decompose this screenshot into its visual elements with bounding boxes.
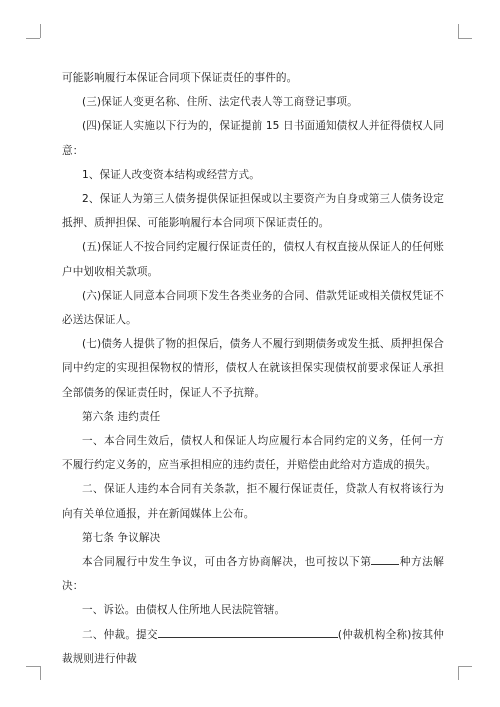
clause-3: (三)保证人变更名称、住所、法定代表人等工商登记事项。 (82, 96, 358, 109)
article-7-intro-text: 本合同履行中发生争议，可由各方协商解决，也可按以下第 (82, 556, 372, 569)
article-7-option-1: 一、诉讼。由债权人住所地人民法院管辖。 (82, 604, 286, 617)
clause-4-item-1: 1、保证人改变资本结构或经营方式。 (82, 168, 260, 181)
clause-6: (六)保证人同意本合同项下发生各类业务的合同、借款凭证或相关债权凭证不必送达保证人。 (62, 289, 444, 327)
article-6-item-1: 一、本合同生效后，债权人和保证人均应履行本合同约定的义务，任何一方不履行约定义务的，应当承担相应的违约责任，并赔偿由此给对方造成的损失。 (62, 435, 444, 472)
clause-7: (七)债务人提供了物的担保后，债务人不履行到期债务或发生抵、质押担保合同中约定的实现担保物权的情形，债权人在就该担保实现债权前要求保证人承担全部债务的保证责任时，保证人不予抗辩。 (62, 338, 444, 399)
clause-4: (四)保证人实施以下行为的，保证提前 15 日书面通知债权人并征得债权人同意： (62, 120, 444, 157)
article-6-item-2: 二、保证人违约本合同有关条款，拒不履行保证责任，贷款人有权将该行为向有关单位通报，并在新闻媒体上公布。 (62, 483, 444, 520)
article-7-intro-suffix: 种方法解决： (62, 556, 444, 593)
clause-4-item-2: 2、保证人为第三人债务提供保证担保或以主要资产为自身或第三人债务设定抵押、质押担保、可能影响履行本合同项下保证责任的。 (62, 193, 444, 230)
paragraph-continued: 可能影响履行本保证合同项下保证责任的事件的。 (62, 72, 298, 84)
arbitration-prefix: 二、仲裁。提交 (82, 628, 158, 641)
article-7-intro (62, 550, 444, 598)
arbitration-suffix: (仲裁机构全称)按其仲裁规则进行仲裁 (62, 628, 444, 665)
document-body (62, 66, 444, 671)
method-number-blank[interactable] (371, 552, 399, 565)
article-6-heading: 第六条 违约责任 (82, 410, 161, 423)
clause-5: (五)保证人不按合同约定履行保证责任的，债权人有权直接从保证人的任何账户中划收相关款项。 (62, 241, 444, 278)
article-7-option-2 (62, 623, 444, 671)
arbitration-institution-blank[interactable] (158, 625, 338, 638)
article-7-heading: 第七条 争议解决 (82, 531, 161, 544)
